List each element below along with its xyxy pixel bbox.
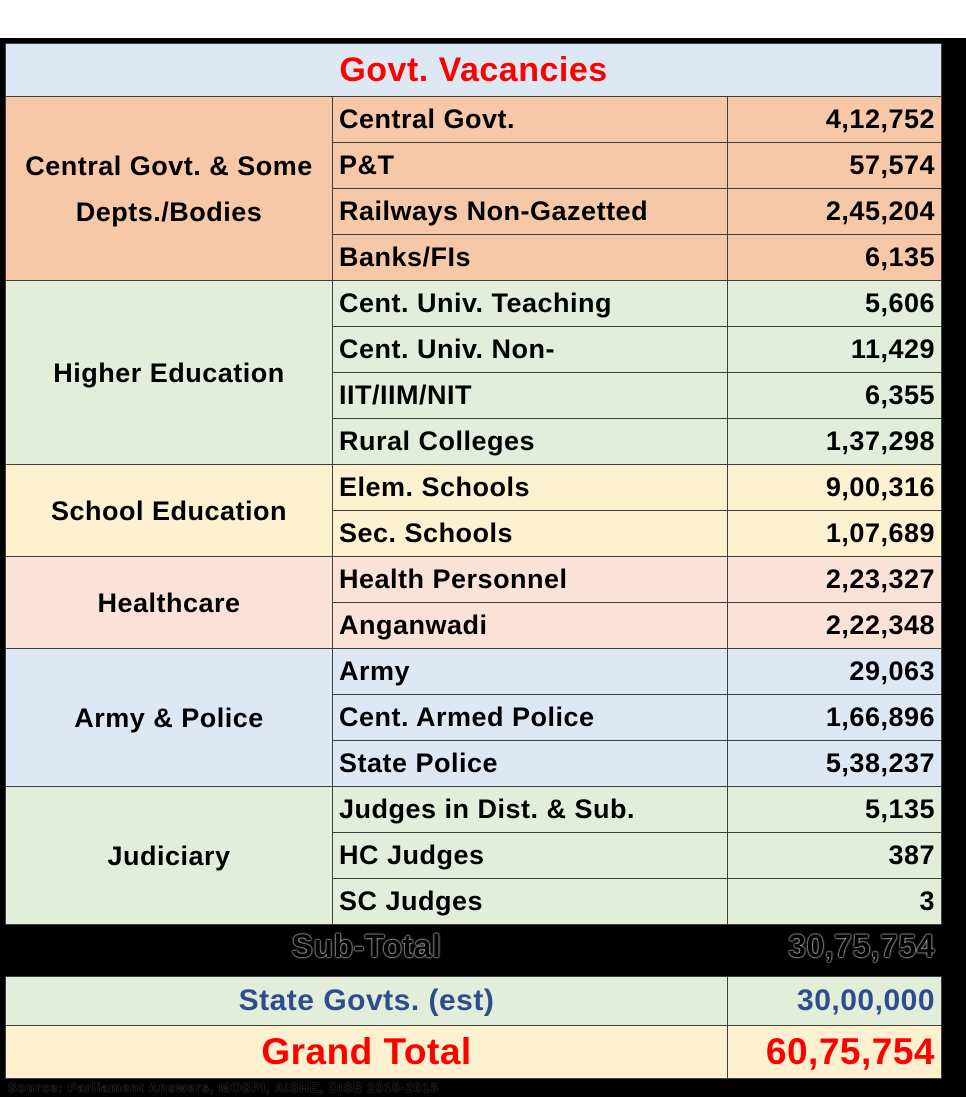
table-row bbox=[6, 787, 942, 833]
table-row bbox=[6, 281, 942, 327]
table-row bbox=[6, 97, 942, 143]
row-value: 387 bbox=[728, 833, 942, 879]
row-label: Elem. Schools bbox=[333, 465, 728, 511]
row-label: Banks/FIs bbox=[333, 235, 728, 281]
row-value: 1,07,689 bbox=[728, 511, 942, 557]
table-row bbox=[6, 649, 942, 695]
row-label: SC Judges bbox=[333, 879, 728, 925]
row-label: Health Personnel bbox=[333, 557, 728, 603]
row-label: Anganwadi bbox=[333, 603, 728, 649]
state-govts-label: State Govts. (est) bbox=[6, 977, 728, 1026]
grand-total-value: 60,75,754 bbox=[728, 1026, 942, 1079]
category-cell: Army & Police bbox=[6, 649, 333, 787]
row-value: 1,66,896 bbox=[728, 695, 942, 741]
state-govts-value: 30,00,000 bbox=[728, 977, 942, 1026]
sub-total-row bbox=[6, 925, 942, 968]
row-value: 3 bbox=[728, 879, 942, 925]
category-cell: Higher Education bbox=[6, 281, 333, 465]
sub-total-value: 30,75,754 bbox=[728, 925, 942, 968]
row-label: Cent. Armed Police bbox=[333, 695, 728, 741]
category-cell: Judiciary bbox=[6, 787, 333, 925]
row-label: State Police bbox=[333, 741, 728, 787]
row-label: Army bbox=[333, 649, 728, 695]
row-value: 29,063 bbox=[728, 649, 942, 695]
table-row bbox=[6, 557, 942, 603]
row-value: 5,135 bbox=[728, 787, 942, 833]
table-title: Govt. Vacancies bbox=[6, 44, 942, 97]
row-value: 1,37,298 bbox=[728, 419, 942, 465]
sub-total-label: Sub-Total bbox=[6, 925, 728, 968]
row-value: 4,12,752 bbox=[728, 97, 942, 143]
row-value: 9,00,316 bbox=[728, 465, 942, 511]
row-label: Sec. Schools bbox=[333, 511, 728, 557]
source-note: Source: Parliament Answers, MOSPI, AISHE, DISE 2015-2016 bbox=[8, 1080, 439, 1095]
row-value: 6,355 bbox=[728, 373, 942, 419]
row-label: Central Govt. bbox=[333, 97, 728, 143]
category-cell: Central Govt. & Some Depts./Bodies bbox=[6, 97, 333, 281]
row-value: 5,38,237 bbox=[728, 741, 942, 787]
row-value: 11,429 bbox=[728, 327, 942, 373]
row-value: 57,574 bbox=[728, 143, 942, 189]
vacancies-table bbox=[5, 43, 942, 1079]
category-cell: Healthcare bbox=[6, 557, 333, 649]
row-label: HC Judges bbox=[333, 833, 728, 879]
grand-total-row bbox=[6, 1026, 942, 1079]
row-value: 6,135 bbox=[728, 235, 942, 281]
row-value: 2,22,348 bbox=[728, 603, 942, 649]
row-label: Cent. Univ. Non- bbox=[333, 327, 728, 373]
row-label: Judges in Dist. & Sub. bbox=[333, 787, 728, 833]
spacer bbox=[6, 968, 942, 977]
table-row bbox=[6, 465, 942, 511]
row-label: P&T bbox=[333, 143, 728, 189]
row-value: 2,45,204 bbox=[728, 189, 942, 235]
row-label: Rural Colleges bbox=[333, 419, 728, 465]
category-cell: School Education bbox=[6, 465, 333, 557]
row-value: 5,606 bbox=[728, 281, 942, 327]
row-label: Railways Non-Gazetted bbox=[333, 189, 728, 235]
state-govts-row bbox=[6, 977, 942, 1026]
row-label: IIT/IIM/NIT bbox=[333, 373, 728, 419]
grand-total-label: Grand Total bbox=[6, 1026, 728, 1079]
row-value: 2,23,327 bbox=[728, 557, 942, 603]
row-label: Cent. Univ. Teaching bbox=[333, 281, 728, 327]
